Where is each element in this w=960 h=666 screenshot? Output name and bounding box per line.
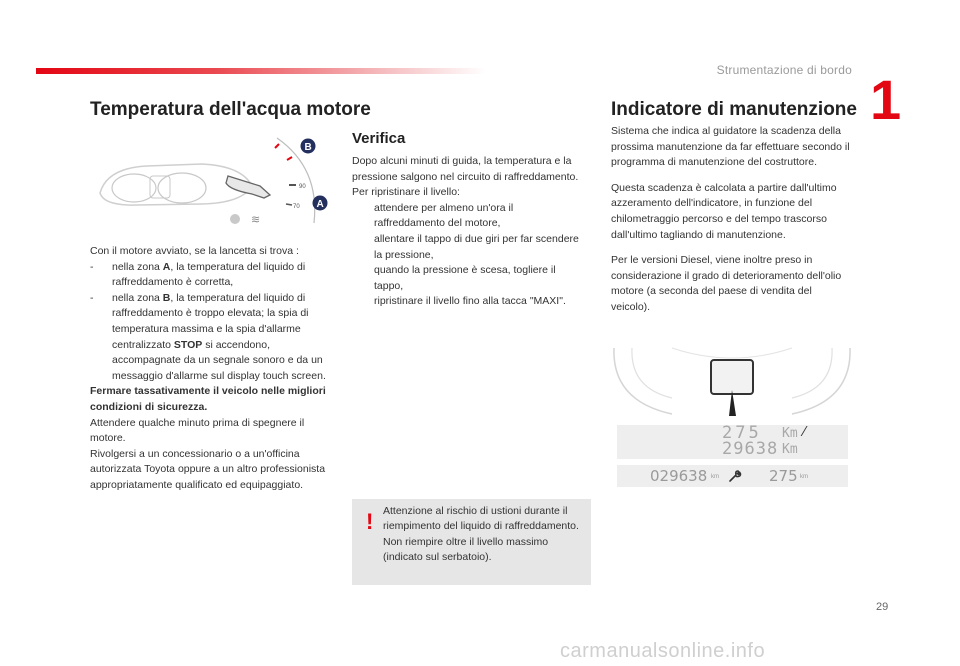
gauge-label-70: 70 [293,204,300,210]
zone-a-letter: A [316,199,324,210]
list-item: allentare il tappo di due giri per far scendere la pressione, [374,232,579,261]
header-gradient-bar [36,68,486,74]
cluster-left-inner-arc [632,348,672,398]
service-km-unit: Km [782,426,798,441]
wrench-icon: ⁄ [803,425,806,440]
red-zone-tick [287,157,292,160]
check-title: Verifica [352,130,406,147]
warning-text: Attenzione al rischio di ustioni durante il riempimento del liquido di raffreddamento. Non riempire oltre il livello massimo (indicato sul serbatoio). [383,505,579,564]
page-number: 29 [876,601,889,613]
maintenance-body [611,124,853,316]
maintenance-display-2 [617,465,848,487]
odometer-value: 29638 [722,439,779,459]
cluster-right-inner-arc [792,348,832,398]
engine-temp-title: Temperatura dell'acqua motore [90,99,371,120]
list-item: - nella zona A, la temperatura del liquido di raffreddamento è corretta, [90,260,306,289]
warning-exclamation-icon: ! [366,509,374,534]
maintenance-display-1 [617,425,848,459]
maintenance-p3: Per le versioni Diesel, viene inoltre preso in considerazione il grado di deterioramento dell'olio motore (a seconda del paese di vendita del veicolo). [611,254,842,313]
service-km-unit-2: km [800,474,808,480]
gauge-tick-70 [286,204,292,205]
maintenance-title: Indicatore di manutenzione [611,99,857,120]
intro-text: Con il motore avviato, se la lancetta si trova : [90,245,299,257]
engine-temp-body [90,244,335,494]
wait-paragraph: Attendere qualche minuto prima di spegnere il motore. [90,416,305,445]
warning-lamp-icon [230,214,240,224]
list-item: - nella zona B, la temperatura del liquido di raffreddamento è troppo elevata; la spia di temperatura massima e la spia d'allarme centralizzato STOP si accendono, accompagnate da un segnale sonoro e da un messaggio d'allarme sul display touch screen. [90,291,326,382]
cluster-screen [711,360,753,394]
list-item: attendere per almeno un'ora il raffreddamento del motore, [374,201,514,230]
red-zone-tick [275,144,279,148]
odometer-value-2: 029638 [650,467,708,485]
burn-warning-box [352,499,591,585]
list-item: quando la pressione è scesa, togliere il tappo, [374,264,556,292]
temperature-gauge-illustration [92,128,337,243]
section-title: Strumentazione di bordo [716,63,852,77]
wrench-icon [728,469,742,483]
check-intro: Dopo alcuni minuti di guida, la temperatura e la pressione salgono nel circuito di raffreddamento. [352,155,579,183]
service-km-value: 275 [722,423,762,443]
odometer-unit-2: km [711,474,719,480]
gauge-label-90: 90 [299,184,306,190]
maintenance-p2: Questa scadenza è calcolata a partire dall'ultimo azzeramento dell'indicatore, in funzione del chilometraggio percorso e del tempo trascorso dall'ultimo tagliando di manutenzione. [611,181,837,241]
watermark: carmanualsonline.info [560,640,766,662]
check-body [352,154,582,310]
zone-b-letter: B [304,142,312,153]
bold-warning: Fermare tassativamente il veicolo nelle migliori condizioni di sicurezza. [90,385,326,413]
dealer-paragraph: Rivolgersi a un concessionario o a un'officina autorizzata Toyota oppure a un altro professionista appropriatamente qualificato ed equipaggiato. [90,447,326,491]
check-intro2: Per ripristinare il livello: [352,186,460,199]
cluster-center-arc [672,348,792,358]
chapter-number: 1 [870,68,902,131]
cluster-left-dial [112,174,156,202]
list-item: ripristinare il livello fino alla tacca "MAXI". [374,295,566,308]
maintenance-p1: Sistema che indica al guidatore la scadenza della prossima manutenzione da far effettuare secondo il programma di manutenzione del costruttore. [611,125,850,169]
coolant-icon: ≋ [251,213,261,226]
cluster-right-arc [792,348,850,414]
cluster-illustration [612,346,852,422]
service-km-value-2: 275 [769,467,798,485]
cluster-left-arc [614,348,672,414]
odometer-unit: Km [782,442,798,457]
